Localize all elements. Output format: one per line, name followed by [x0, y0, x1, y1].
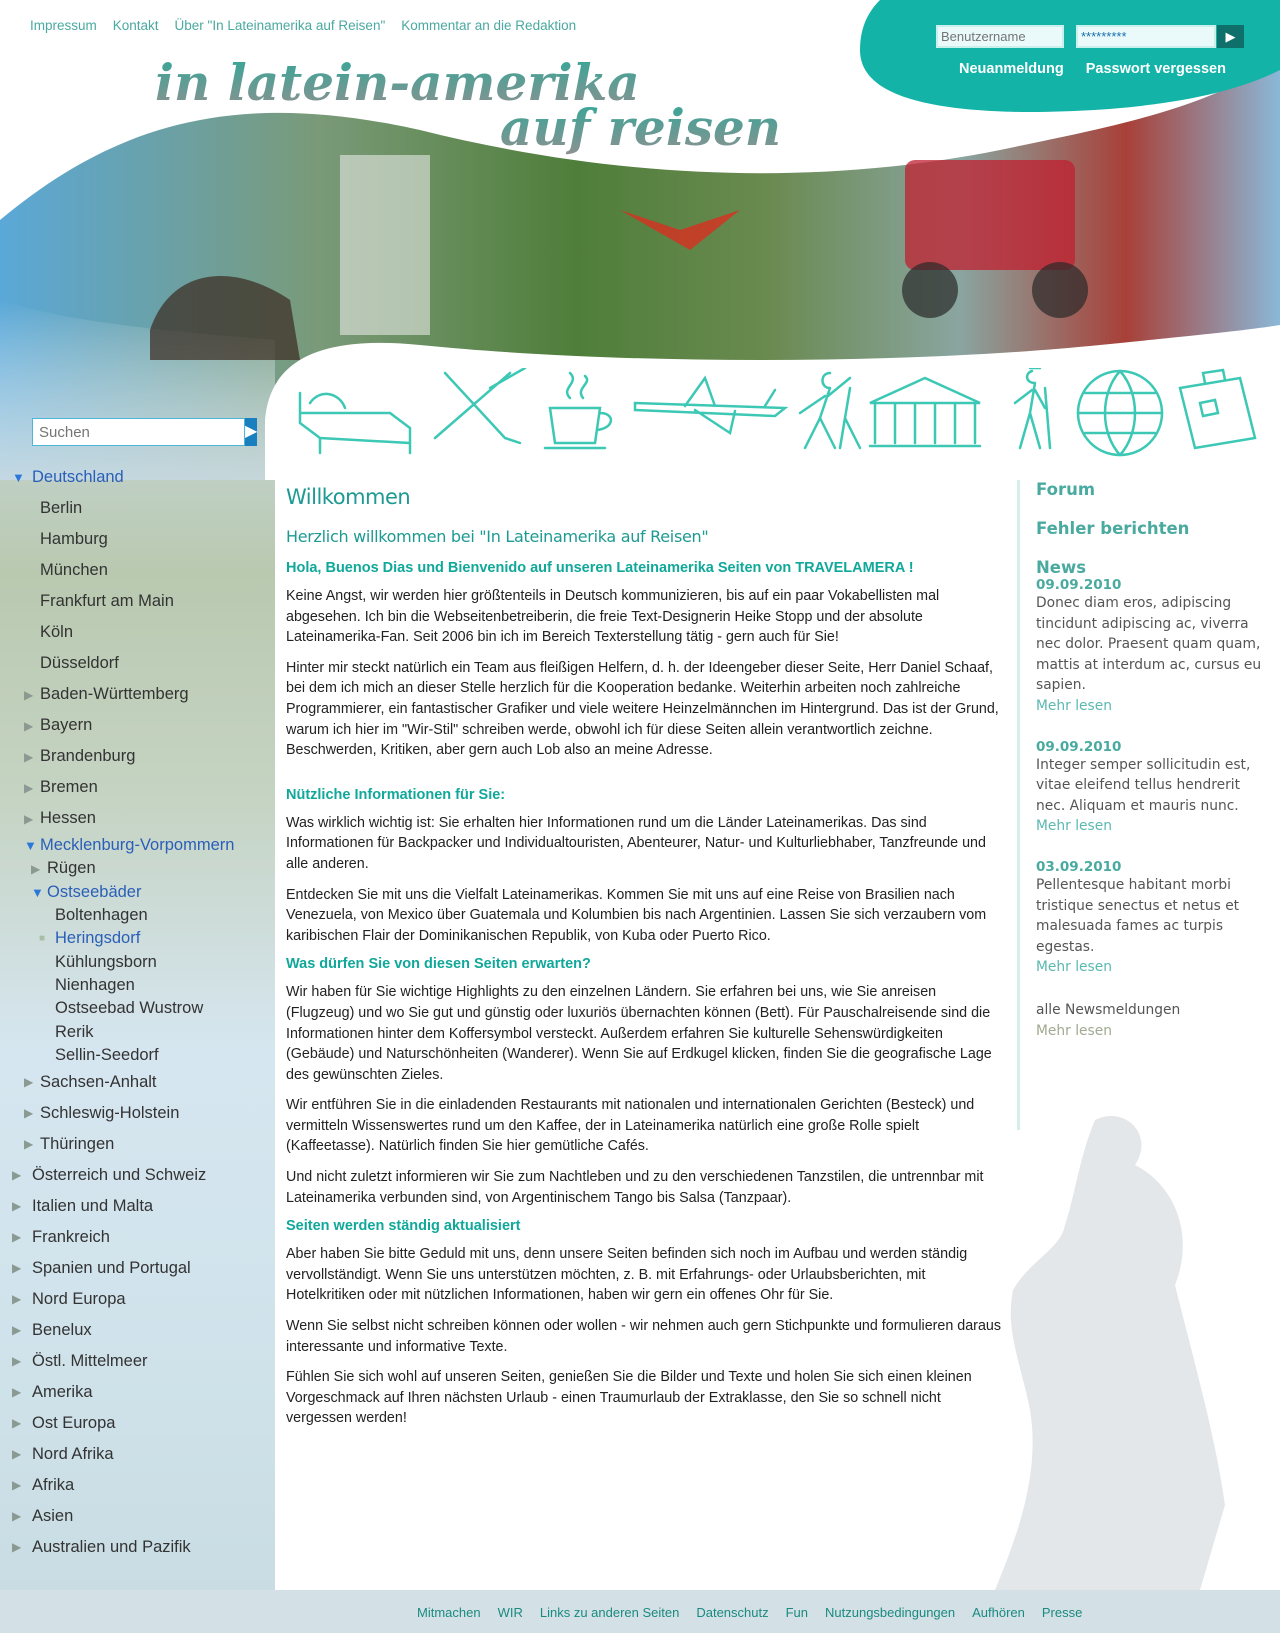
sidebar-item[interactable] [0, 1044, 265, 1067]
triangle-right-icon: ▶ [31, 861, 41, 876]
all-news-more-link[interactable]: Mehr lesen [1036, 1022, 1112, 1039]
paragraph: Entdecken Sie mit uns die Vielfalt Lateinamerikas. Kommen Sie mit uns auf eine Reise von Brasilien nach Venezuela, von Mexico über Guatemala und Kolumbien bis nach Argentinien. Lassen Sie sich verzaubern vom karibischen Flair der Dominikanischen Republik, von Kuba oder Puerto Rico. [286, 886, 987, 944]
footer-link[interactable]: Presse [1041, 1605, 1083, 1620]
sidebar-item[interactable] [0, 881, 265, 904]
triangle-right-icon: ▶ [12, 1447, 22, 1462]
login-form [936, 25, 1216, 48]
triangle-right-icon: ▶ [12, 1261, 22, 1276]
paragraph: Wenn Sie selbst nicht schreiben können oder wollen - wir nehmen auch gern Stichpunkte und formulieren daraus interessante und informative Texte. [286, 1318, 1001, 1355]
sidebar-item-label: Amerika [32, 1382, 93, 1401]
sidebar-item-label: Schleswig-Holstein [40, 1103, 180, 1122]
news-item [1036, 859, 1267, 978]
sidebar-item[interactable] [0, 741, 265, 772]
category-icons [295, 368, 1275, 468]
sidebar-item-label: Afrika [32, 1475, 75, 1494]
bed-icon[interactable] [300, 393, 410, 453]
sidebar-item-label: München [40, 561, 108, 579]
sidebar-item-label: Boltenhagen [55, 906, 148, 925]
sidebar-item-label: Rügen [47, 859, 96, 878]
nav-impressum[interactable]: Impressum [30, 18, 97, 33]
sidebar-item[interactable] [0, 648, 265, 679]
footer-link[interactable]: Links zu anderen Seiten [539, 1605, 680, 1620]
sidebar-item[interactable] [0, 1160, 265, 1191]
paragraph: Fühlen Sie sich wohl auf unseren Seiten, genießen Sie die Bilder und Texte und holen Sie sich einen kleinen Vorgeschmack auf Ihren nächsten Urlaub - einen Traumurlaub der Extraklasse, den Sie so schnell nicht vergessen werden! [286, 1369, 972, 1427]
news-item [1036, 739, 1267, 837]
search-box [32, 418, 258, 446]
footer-link[interactable]: Aufhören [972, 1605, 1025, 1620]
sidebar-item[interactable] [0, 1129, 265, 1160]
login-submit-button[interactable] [1217, 25, 1244, 48]
footer-link[interactable]: Mitmachen [417, 1605, 481, 1620]
sidebar-item[interactable] [0, 997, 265, 1020]
sidebar-item-label: Hessen [40, 809, 96, 827]
intro-heading: Hola, Buenos Dias und Bienvenido auf unseren Lateinamerika Seiten von TRAVELAMERA ! [286, 560, 914, 576]
search-input[interactable] [32, 418, 245, 446]
page-subtitle: Herzlich willkommen bei "In Lateinamerika auf Reisen" [286, 527, 709, 546]
paragraph: Aber haben Sie bitte Geduld mit uns, denn unsere Seiten befinden sich noch im Aufbau und werden ständig vervollständigt. Wenn Sie uns unterstützen möchten, z. B. mit Erfahrungs- oder Urlaubsberichten, mit Hotelkritiken oder mit nützlichen Informationen, haben wir gern ein offenes Ohr für Sie. [286, 1246, 968, 1304]
triangle-right-icon: ▶ [12, 1323, 22, 1338]
site-logo[interactable] [150, 50, 790, 160]
register-link[interactable]: Neuanmeldung [959, 61, 1064, 77]
triangle-down-icon: ▼ [24, 838, 37, 854]
paragraph: Hinter mir steckt natürlich ein Team aus fleißigen Helfern, d. h. der Ideengeber dieser Seite, Herr Daniel Schaaf, bei dem ich mich an dieser Stelle herzlich für die Kooperation bedanke. Weiterhin arbeiten noch zahlreiche Programmierer, ein fantastischer Grafiker und viele weitere Heinzelmännchen im Hintergrund. Das ist der Grund, warum ich hier im "Wir-Stil" schreiben werde, obwohl ich für diese Seiten allein verantwortlich zeichne. Beschwerden, Kritiken, aber gern auch Lob also an meine Adresse. [286, 659, 999, 759]
triangle-right-icon: ▶ [24, 1137, 34, 1152]
footer-link[interactable]: WIR [497, 1605, 523, 1620]
triangle-right-icon: ▶ [24, 687, 34, 702]
sidebar-item-label: Kühlungsborn [55, 952, 157, 971]
sidebar-item[interactable] [0, 834, 265, 857]
news-date: 09.09.2010 [1036, 577, 1122, 593]
sidebar-item-label: Spanien und Portugal [32, 1258, 191, 1277]
footer-navigation [417, 1605, 1082, 1620]
sidebar-item[interactable] [0, 904, 265, 927]
sidebar-item-label: Rerik [55, 1022, 94, 1041]
sidebar-item-label: Sellin-Seedorf [55, 1045, 159, 1064]
news-heading: News [1036, 558, 1087, 577]
sidebar-item-label: Nord Europa [32, 1289, 126, 1308]
forum-link[interactable]: Forum [1036, 480, 1096, 499]
all-news-label: alle Newsmeldungen [1036, 1001, 1181, 1018]
sidebar-item[interactable] [0, 857, 265, 880]
triangle-right-icon: ▶ [24, 811, 34, 826]
sidebar-item-label: Heringsdorf [55, 929, 141, 948]
play-arrow-icon: ▶ [245, 423, 258, 440]
forgot-password-link[interactable]: Passwort vergessen [1085, 61, 1226, 77]
search-button[interactable] [245, 418, 257, 446]
triangle-right-icon: ▶ [12, 1168, 22, 1183]
sidebar-item-label: Frankfurt am Main [40, 592, 174, 610]
sidebar-item-label: Sachsen-Anhalt [40, 1072, 157, 1091]
sidebar-item[interactable] [0, 1470, 265, 1501]
news-text: Integer semper sollicitudin est, vitae eleifend tellus hendrerit nec. Aliquam et mauris nunc. [1036, 756, 1251, 814]
nav-about[interactable]: Über "In Lateinamerika auf Reisen" [174, 18, 386, 33]
sidebar-item-label: Ost Europa [32, 1413, 116, 1432]
sidebar-item[interactable] [0, 555, 265, 586]
sidebar-item[interactable] [0, 927, 265, 950]
building-icon[interactable] [870, 378, 980, 446]
triangle-right-icon: ▶ [24, 1075, 34, 1090]
triangle-right-icon: ▶ [12, 1509, 22, 1524]
sidebar-item-label: Bremen [40, 778, 98, 796]
news-item [1036, 577, 1267, 717]
sidebar-item[interactable] [0, 1020, 265, 1043]
sidebar-item-label: Brandenburg [40, 747, 136, 765]
sidebar-item-label: Östl. Mittelmeer [32, 1351, 148, 1370]
sidebar-item[interactable] [0, 1253, 265, 1284]
triangle-right-icon: ▶ [12, 1478, 22, 1493]
sidebar-item[interactable] [0, 974, 265, 997]
news-list [1036, 577, 1267, 978]
news-more-link[interactable]: Mehr lesen [1036, 959, 1112, 976]
password-input[interactable] [1076, 25, 1216, 48]
paragraph: Keine Angst, wir werden hier größtenteils in Deutsch kommunizieren, bis auf ein paar Vokabellisten mal abgesehen. Ich bin die Webseitenbetreiberin, die freie Text-Designerin Heike Stopp und der absolute Lateinamerika-Fan. Seit 2006 bin ich im Bereich Texterstellung tätig - gern auch für Sie! [286, 588, 940, 646]
sidebar-item-label: Benelux [32, 1320, 92, 1339]
sidebar-item-label: Deutschland [32, 468, 124, 486]
triangle-down-icon: ▼ [12, 470, 25, 485]
nav-kontakt[interactable]: Kontakt [112, 18, 159, 33]
triangle-right-icon: ▶ [24, 780, 34, 795]
sidebar-item[interactable] [0, 1377, 265, 1408]
sidebar-item-label: Ostseebäder [47, 882, 142, 901]
sidebar-item[interactable] [0, 1408, 265, 1439]
sidebar-item-label: Köln [40, 623, 74, 641]
footer-link[interactable]: Nutzungsbedingungen [825, 1605, 956, 1620]
news-text: Donec diam eros, adipiscing tincidunt adipiscing ac, viverra nec dolor. Praesent quam quam, mattis at interdum ac, cursus eu sapien. [1036, 595, 1262, 694]
news-more-link[interactable]: Mehr lesen [1036, 697, 1112, 714]
airplane-icon[interactable] [635, 378, 785, 433]
globe-icon[interactable] [1078, 371, 1162, 455]
sidebar-item-label: Baden-Württemberg [40, 685, 189, 703]
sidebar-item[interactable] [0, 772, 265, 803]
sidebar-item[interactable] [0, 1315, 265, 1346]
triangle-down-icon: ▼ [31, 884, 44, 900]
footer-link[interactable]: Datenschutz [696, 1605, 769, 1620]
sidebar-item-label: Italien und Malta [32, 1196, 154, 1215]
sidebar-item-label: Österreich und Schweiz [32, 1165, 207, 1184]
sidebar-item[interactable] [0, 950, 265, 973]
logo-line1: in latein-amerika [155, 53, 640, 112]
news-text: Pellentesque habitant morbi tristique senectus et netus et malesuada fames ac turpis egestas. [1036, 876, 1240, 955]
triangle-right-icon: ▶ [12, 1540, 22, 1555]
triangle-right-icon: ▶ [12, 1416, 22, 1431]
news-date: 09.09.2010 [1036, 738, 1122, 755]
sidebar-item[interactable] [0, 1346, 265, 1377]
right-column [1017, 480, 1267, 1130]
sidebar-item[interactable] [0, 1284, 265, 1315]
sidebar-item-label: Asien [32, 1506, 74, 1525]
footer-link[interactable]: Fun [785, 1605, 809, 1620]
triangle-right-icon: ▶ [12, 1292, 22, 1307]
sidebar-item[interactable] [0, 1532, 265, 1563]
sidebar-item[interactable] [0, 493, 265, 524]
paragraph: Wir entführen Sie in die einladenden Restaurants mit nationalen und internationalen Gerichten (Besteck) und vermitteln Wissenswertes rund um den Kaffee, der in Lateinamerika natürlich eine große Rolle spielt (Kaffeetasse). Natürlich finden Sie hier gemütliche Cafés. [286, 1097, 975, 1155]
sidebar-item[interactable] [0, 1501, 265, 1532]
news-date: 03.09.2010 [1036, 858, 1122, 875]
sidebar-item-label: Berlin [40, 499, 83, 517]
cutlery-icon[interactable] [435, 368, 525, 443]
sidebar-item[interactable] [0, 679, 265, 710]
sidebar-item-label: Mecklenburg-Vorpommern [40, 836, 235, 855]
triangle-right-icon: ▶ [12, 1354, 22, 1369]
paragraph: Was wirklich wichtig ist: Sie erhalten hier Informationen rund um die Länder Lateinamerikas. Das sind Informationen für Backpacker und Individualtouristen, Abenteurer, Natur- und Kulturliebhaber, Tanzfreunde und alle anderen. [286, 814, 986, 872]
sidebar-item-label: Australien und Pazifik [32, 1537, 191, 1556]
sidebar-item-label: Bayern [40, 716, 93, 734]
username-input[interactable] [936, 25, 1064, 48]
hiker-icon[interactable] [1015, 368, 1050, 448]
sidebar-item[interactable] [0, 803, 265, 834]
triangle-right-icon: ▶ [24, 1106, 34, 1121]
section-heading: Nützliche Informationen für Sie: [286, 786, 506, 803]
paragraph: Wir haben für Sie wichtige Highlights zu den einzelnen Ländern. Sie erfahren bei uns, wie Sie anreisen (Flugzeug) und wo Sie gut und günstig oder luxuriös übernachten können (Bett). Für Pauschalreisende sind die Informationen hinter dem Koffersymbol versteckt. Außerdem erfahren Sie kulturelle Sehenswürdigkeiten (Gebäude) und Naturschönheiten (Wanderer). Wenn Sie auf Erdkugel klicken, finden Sie die geografische Lage des gewünschten Zieles. [286, 984, 992, 1083]
coffee-cup-icon[interactable] [545, 373, 611, 448]
nav-comment[interactable]: Kommentar an die Redaktion [401, 18, 577, 33]
sidebar-item-label: Düsseldorf [40, 654, 119, 672]
sidebar-item-label: Hamburg [40, 530, 108, 548]
sidebar-item[interactable] [0, 462, 265, 493]
square-bullet-icon: ■ [39, 933, 46, 945]
sidebar-item[interactable] [0, 1191, 265, 1222]
sidebar-item-label: Ostseebad Wustrow [55, 999, 204, 1018]
triangle-right-icon: ▶ [12, 1199, 22, 1214]
sidebar-item[interactable] [0, 1222, 265, 1253]
triangle-right-icon: ▶ [24, 718, 34, 733]
page-title: Willkommen [286, 485, 411, 509]
sidebar-navigation-tree [0, 462, 265, 1563]
sidebar-item[interactable] [0, 1067, 265, 1098]
sidebar-item-label: Nord Afrika [32, 1444, 114, 1463]
paragraph: Und nicht zuletzt informieren wir Sie zum Nachtleben und zu den verschiedenen Tanzstilen, die untrennbar mit Lateinamerika verbunden sind, von Argentinischem Tango bis Salsa (Tanzpaar). [286, 1169, 984, 1206]
top-navigation [30, 18, 576, 33]
sidebar-item-label: Thüringen [40, 1134, 115, 1153]
sidebar-item-label: Nienhagen [55, 975, 135, 994]
sidebar-item[interactable] [0, 586, 265, 617]
play-arrow-icon: ▶ [1225, 29, 1236, 44]
sidebar-item[interactable] [0, 524, 265, 555]
section-heading: Seiten werden ständig aktualisiert [286, 1218, 521, 1235]
logo-line2: auf reisen [500, 98, 782, 157]
triangle-right-icon: ▶ [12, 1230, 22, 1245]
sidebar-item-label: Frankreich [32, 1227, 110, 1246]
triangle-right-icon: ▶ [24, 749, 34, 764]
sidebar-item[interactable] [0, 1439, 265, 1470]
sidebar-item[interactable] [0, 1098, 265, 1129]
report-error-link[interactable]: Fehler berichten [1036, 519, 1190, 538]
triangle-right-icon: ▶ [12, 1385, 22, 1400]
suitcase-icon[interactable] [1180, 370, 1255, 448]
sidebar-item[interactable] [0, 617, 265, 648]
dancers-icon[interactable] [800, 373, 860, 448]
news-more-link[interactable]: Mehr lesen [1036, 818, 1112, 835]
sidebar-item[interactable] [0, 710, 265, 741]
main-content [286, 485, 1001, 1439]
section-heading: Was dürfen Sie von diesen Seiten erwarten? [286, 956, 591, 973]
